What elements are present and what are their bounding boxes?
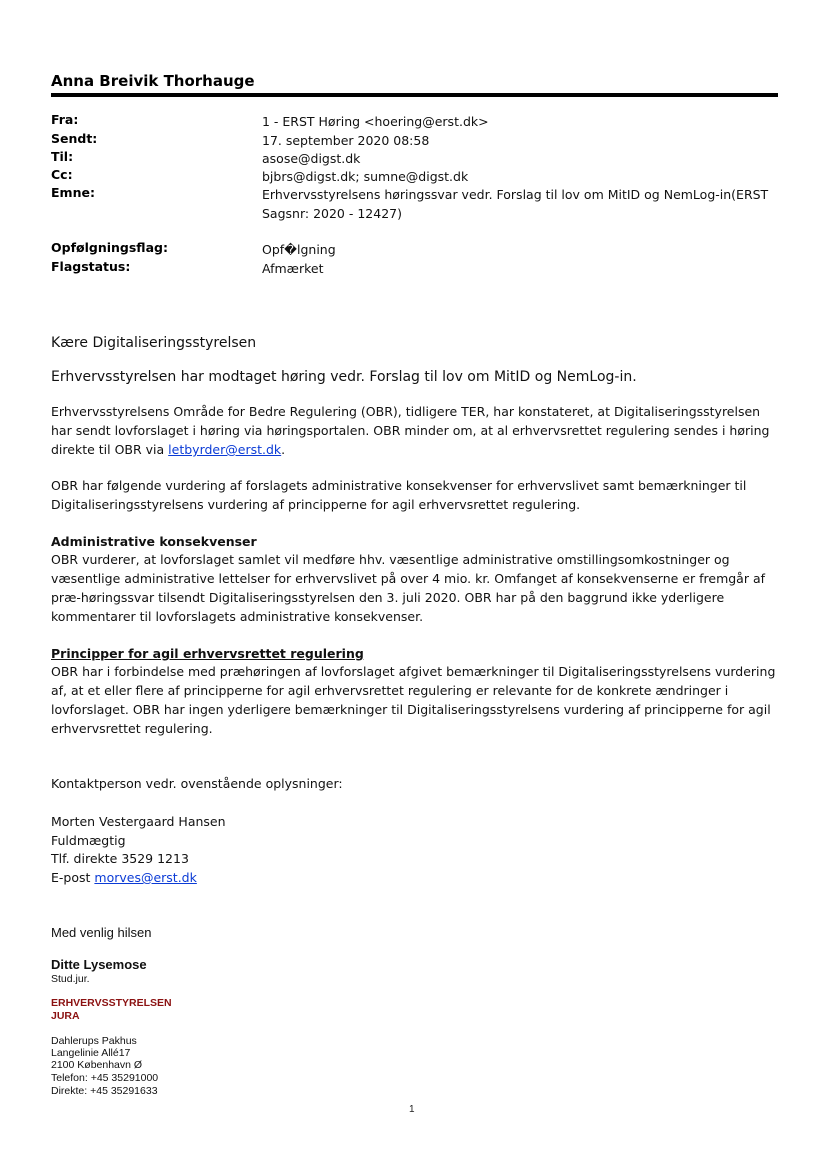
contact-email-link[interactable]: morves@erst.dk <box>94 870 197 885</box>
header-rule <box>51 93 778 97</box>
intro-paragraph: Erhvervsstyrelsen har modtaget høring vedr. Forslag til lov om MitID og NemLog-in. <box>51 369 637 385</box>
cc-value: bjbrs@digst.dk; sumne@digst.dk <box>262 169 469 184</box>
signature-direct-phone: Direkte: +45 35291633 <box>51 1085 158 1097</box>
signature-phone: Telefon: +45 35291000 <box>51 1072 159 1084</box>
heading-agile-principles: Principper for agil erhvervsrettet regulering <box>51 646 364 661</box>
signature-department: JURA <box>51 1010 80 1022</box>
flag-status-value: Afmærket <box>262 261 324 276</box>
paragraph-obr-hearing <box>51 402 781 459</box>
from-label: Fra: <box>51 112 79 127</box>
sent-value: 17. september 2020 08:58 <box>262 133 430 148</box>
contact-email-label: E-post <box>51 870 95 885</box>
paragraph-agile-principles: OBR har i forbindelse med præhøringen af lovforslaget afgivet bemærkninger til Digitaliseringsstyrelsens vurdering af, at et eller flere af principperne for agil erhvervsrettet regulering er relevante for de konkrete ændringer i lovforslaget. OBR har ingen yderligere bemærkninger til Digitaliseringsstyrelsens vurdering af principperne for agil erhvervsrettet regulering. <box>51 664 776 736</box>
to-label: Til: <box>51 149 74 164</box>
cc-label: Cc: <box>51 167 73 182</box>
contact-name: Morten Vestergaard Hansen <box>51 814 226 829</box>
heading-administrative-consequences: Administrative konsekvenser <box>51 534 257 549</box>
paragraph-assessment: OBR har følgende vurdering af forslagets administrative konsekvenser for erhvervslivet samt bemærkninger til Digitaliseringsstyrelsens vurdering af principperne for agil erhvervsrettet regulering. <box>51 478 747 512</box>
address-line-3: 2100 København Ø <box>51 1059 143 1071</box>
flag-status-label: Flagstatus: <box>51 259 131 274</box>
subject-value: Erhvervsstyrelsens høringssvar vedr. Forslag til lov om MitID og NemLog-in(ERST Sagsnr: 2020 - 12427) <box>262 187 769 221</box>
closing: Med venlig hilsen <box>51 925 152 940</box>
flag-label: Opfølgningsflag: <box>51 240 168 255</box>
contact-title: Fuldmægtig <box>51 833 126 848</box>
mailbox-owner-name: Anna Breivik Thorhauge <box>51 72 255 90</box>
greeting: Kære Digitaliseringsstyrelsen <box>51 335 257 351</box>
signature-name: Ditte Lysemose <box>51 957 147 972</box>
contact-phone: Tlf. direkte 3529 1213 <box>51 851 189 866</box>
paragraph-obr-hearing-end: . <box>281 442 286 457</box>
paragraph-administrative-consequences: OBR vurderer, at lovforslaget samlet vil medføre hhv. væsentlige administrative omstillingsomkostninger og væsentlige administrative lettelser for erhvervslivet på over 4 mio. kr. Omfanget af konsekvenserne er fremgår af præ-høringssvar tilsendt Digitaliseringsstyrelsen den 3. juli 2020. OBR har på den baggrund ikke yderligere kommentarer til lovforslagets administrative konsekvenser. <box>51 552 766 624</box>
flag-value: Opf�lgning <box>262 242 336 257</box>
subject-label: Emne: <box>51 185 95 200</box>
contact-email-line <box>51 868 781 887</box>
contact-intro: Kontaktperson vedr. ovenstående oplysninger: <box>51 776 343 791</box>
letbyrder-email-link[interactable]: letbyrder@erst.dk <box>168 442 282 457</box>
page-number: 1 <box>409 1104 415 1115</box>
sent-label: Sendt: <box>51 131 98 146</box>
address-line-1: Dahlerups Pakhus <box>51 1035 137 1047</box>
to-value: asose@digst.dk <box>262 151 361 166</box>
paragraph-obr-hearing-text: Erhvervsstyrelsens Område for Bedre Regulering (OBR), tidligere TER, har konstateret, at Digitaliseringsstyrelsen har sendt lovforslaget i høring via høringsportalen. OBR minder om, at al erhvervsrettet regulering sendes i høring direkte til OBR via <box>51 404 770 457</box>
address-line-2: Langelinie Allé17 <box>51 1047 131 1059</box>
signature-org: ERHVERVSSTYRELSEN <box>51 997 172 1009</box>
signature-title: Stud.jur. <box>51 973 90 985</box>
from-value: 1 - ERST Høring <hoering@erst.dk> <box>262 114 489 129</box>
